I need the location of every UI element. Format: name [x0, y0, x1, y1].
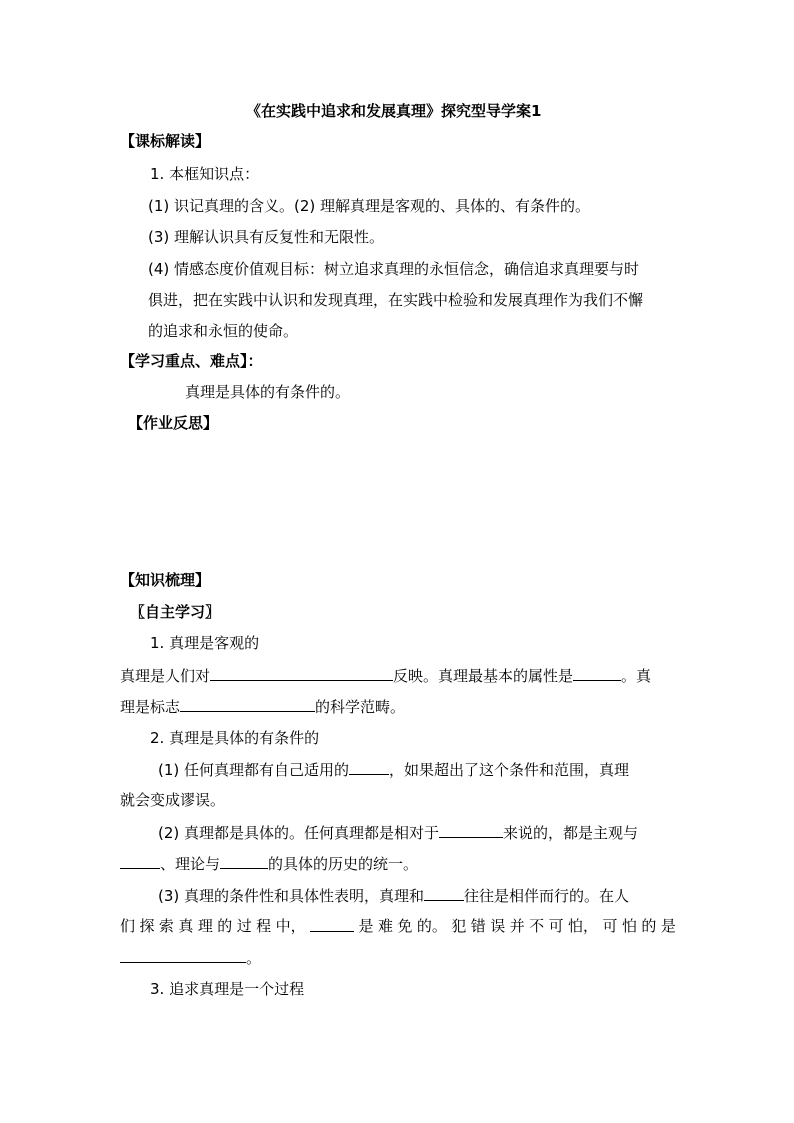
text-segment: 索: [158, 917, 174, 935]
text-segment: 的。: [416, 917, 447, 935]
fill-blank[interactable]: [439, 822, 503, 838]
fill-blank[interactable]: [120, 947, 246, 963]
text-segment: 的: [641, 917, 657, 935]
page-title: 《在实践中追求和发展真理》探究型导学案1: [246, 102, 542, 120]
text-segment: (2) 真理都是具体的。任何真理都是相对于: [158, 824, 440, 842]
text-segment: 来说的，都是主观与: [503, 824, 639, 842]
text-segment: 误: [490, 917, 506, 935]
text-segment: 、理论与: [160, 855, 221, 873]
text-segment: 可: [602, 917, 618, 935]
text-segment: 是: [358, 917, 374, 935]
point-1-title: 1. 真理是客观的: [150, 634, 260, 652]
point-3-title: 3. 追求真理是一个过程: [150, 980, 305, 998]
point-2-1-line-1: [158, 759, 629, 780]
curriculum-item-4-line2: 俱进，把在实践中认识和发现真理，在实践中检验和发展真理作为我们不懈: [148, 291, 644, 309]
section-heading-key-points: 【学习重点、难点】：: [120, 352, 263, 370]
point-1-line-1: [120, 665, 651, 686]
text-segment: 。真: [621, 667, 652, 685]
point-1-line-2: [120, 696, 405, 717]
text-segment: 中，: [275, 917, 306, 935]
text-segment: 犯: [451, 917, 467, 935]
text-segment: 过: [236, 917, 252, 935]
text-segment: (3) 真理的条件性和具体性表明，真理和: [158, 887, 425, 905]
text-segment: 真理是人们对: [120, 667, 211, 685]
point-2-3-line-3: [120, 947, 261, 968]
section-heading-knowledge: 【知识梳理】: [120, 571, 211, 589]
text-segment: 并: [509, 917, 525, 935]
point-2-3-line-2: [120, 916, 676, 936]
fill-blank[interactable]: [310, 916, 354, 932]
section-heading-curriculum: 【课标解读】: [120, 132, 211, 150]
curriculum-item-1: 1. 本框知识点：: [150, 165, 260, 183]
section-heading-homework: 【作业反思】: [128, 414, 219, 432]
key-points-text: 真理是具体的有条件的。: [185, 383, 351, 401]
fill-blank[interactable]: [349, 759, 389, 775]
fill-blank[interactable]: [424, 885, 464, 901]
text-segment: 是: [660, 917, 676, 935]
fill-blank[interactable]: [180, 696, 315, 712]
point-2-3-line-1: [158, 885, 629, 906]
text-segment: 的具体的历史的统一。: [268, 855, 419, 873]
curriculum-item-4-line1: (4) 情感态度价值观目标：树立追求真理的永恒信念，确信追求真理要与时: [148, 260, 640, 278]
text-segment: 的科学范畴。: [315, 698, 406, 716]
text-segment: 理是标志: [120, 698, 181, 716]
fill-blank[interactable]: [210, 665, 393, 681]
curriculum-item-4-line3: 的追求和永恒的使命。: [148, 322, 299, 340]
text-segment: 的: [217, 917, 233, 935]
sub-heading-self-study: 〖自主学习〗: [130, 603, 221, 621]
text-segment: 们: [120, 917, 136, 935]
text-segment: 怕，: [568, 917, 599, 935]
text-segment: 程: [256, 917, 272, 935]
text-segment: 免: [397, 917, 413, 935]
curriculum-item-2: (1) 识记真理的含义。(2) 理解真理是客观的、具体的、有条件的。: [148, 197, 591, 215]
text-segment: 往往是相伴而行的。在人: [464, 887, 630, 905]
text-segment: 错: [470, 917, 486, 935]
text-segment: 探: [139, 917, 155, 935]
point-2-1-line-2: 就会变成谬误。: [120, 791, 226, 809]
text-segment: (1) 任何真理都有自己适用的: [158, 761, 350, 779]
text-segment: 不: [529, 917, 545, 935]
fill-blank[interactable]: [573, 665, 621, 681]
text-segment: 可: [548, 917, 564, 935]
text-segment: 真: [178, 917, 194, 935]
text-segment: ，如果超出了这个条件和范围，真理: [389, 761, 630, 779]
point-2-2-line-2: [120, 853, 418, 874]
point-2-title: 2. 真理是具体的有条件的: [150, 729, 320, 747]
text-segment: 难: [377, 917, 393, 935]
fill-blank[interactable]: [220, 853, 268, 869]
text-segment: 理: [197, 917, 213, 935]
fill-blank[interactable]: [120, 853, 160, 869]
text-segment: 。: [246, 949, 262, 967]
point-2-2-line-1: [158, 822, 638, 843]
curriculum-item-3: (3) 理解认识具有反复性和无限性。: [148, 228, 385, 246]
text-segment: 怕: [621, 917, 637, 935]
text-segment: 反映。真理最基本的属性是: [393, 667, 574, 685]
